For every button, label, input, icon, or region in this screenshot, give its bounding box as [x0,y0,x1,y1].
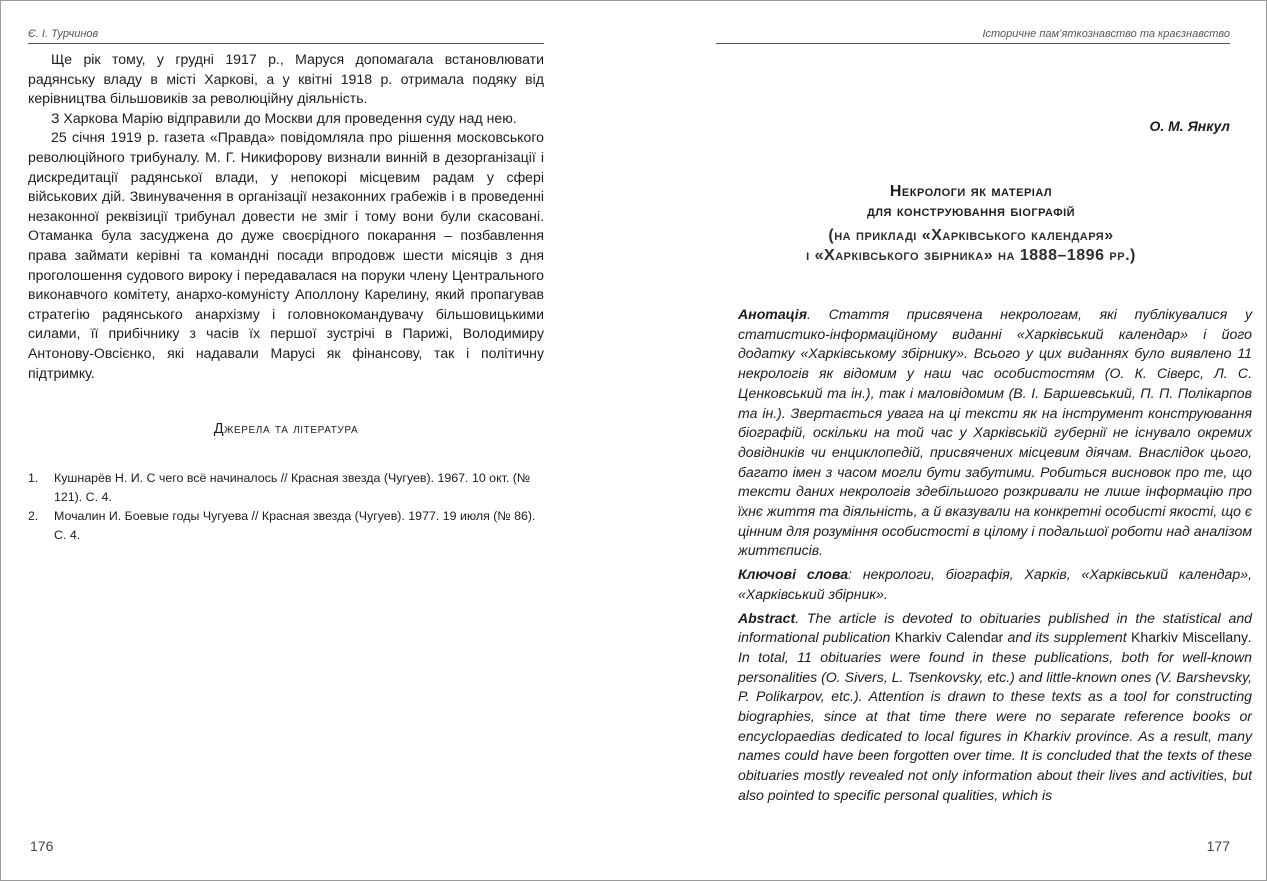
abstract-text: . The article is devoted to obituaries published in the statistical and informational publication [738,609,1252,646]
right-page-number: 177 [1206,838,1230,854]
article-title-line-1: Некрологи як матеріал [889,183,1053,200]
annotation-label: Анотація [738,306,807,322]
publication-name: Kharkiv Miscellany [1130,629,1249,646]
reference-list [28,469,544,545]
reference-item [28,469,544,507]
article-title-line-2: для конструювання біографій [866,203,1076,220]
left-page [28,0,544,881]
keywords-text: : некрологи, біографія, Харків, «Харківський календар», «Харківський збірник». [738,566,1252,602]
reference-number: 1. [28,471,39,485]
left-body-text [28,50,544,383]
article-subtitle-line-2: і «Харківського збірника» на 1888–1896 рр.) [806,247,1136,264]
publication-name: Kharkiv Calendar [894,629,1004,646]
abstract-text: . In total, 11 obituaries were found in these publications, both for well-known personalities (O. Sivers, L. Tsenkovsky, etc.) and little-known ones (V. Barshevsky, P. Polikarpov, etc.). Attention is drawn to these texts as a tool for constructing biographies, since at that time there were no separate reference books or encyclopaedias dedicated to local figures in Kharkiv province. As a result, many names could have been forgotten over time. It is concluded that the texts of these obituaries mostly revealed not only information about their lives and activities, but also pointed to specific personal qualities, which is [738,629,1253,803]
keywords-label: Ключові слова [738,566,849,583]
abstract-text: and its supplement [1003,629,1131,646]
annotation-text: . Стаття присвячена некрологам, які публікувалися у статистико-інформаційному виданні «Харківський календар» і його додатку «Харківському збірнику». Всього у цих виданнях було виявлено 11 некрологів як відомим у наш час особистостям (О. К. Сіверс, Л. С. Ценковський та ін.), так і маловідомим (В. І. Баршевський, П. П. Полікарпов та ін.). Звертається увага на ці тексти як на інструмент конструювання біографій, оскільки на той час у Харківській губернії не існувало окремих довідників чи енциклопедій, присвячених місцевим діячам. Внаслідок цього, багато імен з часом могли бути забутими. Робиться висновок про те, що тексти даних некрологів здебільшого розкривали не лише інформацію про їхнє життя та діяльність, а й вказували на конкретні особисті якості, що є цінним для розуміння особистості в цілому і подальшої роботи над аналізом життєписів. [738,306,1252,559]
reference-text: Кушнарёв Н. И. С чего всё начиналось // Красная звезда (Чугуев). 1967. 10 окт. (№ 121). С. 4. [54,471,531,504]
article-subtitle-line-1: (на прикладі «Харківського календаря» [828,227,1114,244]
keywords-paragraph [738,565,1252,604]
article-author: О. М. Янкул [1149,118,1230,134]
abstract-block [738,305,1252,810]
left-running-head: Є. І. Турчинов [28,28,99,40]
left-header-rule [28,43,544,44]
paragraph: З Харкова Марію відправили до Москви для проведення суду над нею. [51,109,517,126]
reference-number: 2. [28,509,39,523]
right-running-head: Історичне пам’яткознавство та краєзнавство [982,28,1230,40]
reference-item [28,507,544,545]
right-header-rule [716,43,1230,44]
right-page [716,0,1254,881]
reference-text: Мочалин И. Боевые годы Чугуева // Красная звезда (Чугуев). 1977. 19 июля (№ 86). С. 4. [54,509,536,542]
left-page-number: 176 [30,838,54,854]
paragraph: 25 січня 1919 р. газета «Правда» повідомляла про рішення московського революційного трибуналу. М. Г. Никифорову визнали винній в дезорганізації і дискредитації радянської влади, у непокорі місцевим радам у сфері військових дій. Звинувачення в організації незаконних грабежів і в проведенні незаконної реквізиції трибунал довести не зміг і тому вони були скасовані. Отаманка була засуджена до дуже своєрідного покарання – позбавлення права займати керівні та командні посади впродовж шести місяців з дня проголошення судового вироку і передавалася на поруки члену Центрального виконавчого комітету, анархо-комуністу Аполлону Карелину, який пропагував стратегію радянського анархізму і головнокомандувачу більшовицькими силами, її прибічнику з часів їх першої зустрічі в Парижі, Володимиру Антонову-Овсієнко, які надавали Марусі як фінансову, так і політичну підтримку. [28,129,544,381]
english-abstract-paragraph [738,609,1252,806]
abstract-label: Abstract [738,609,796,626]
paragraph: Ще рік тому, у грудні 1917 р., Маруся допомагала встановлювати радянську владу в місті Харкові, а у квітні 1918 р. отримала подяку від керівництва більшовиків за революційну діяльність. [28,51,544,107]
annotation-paragraph [738,305,1252,561]
sources-heading: Джерела та література [213,421,359,437]
